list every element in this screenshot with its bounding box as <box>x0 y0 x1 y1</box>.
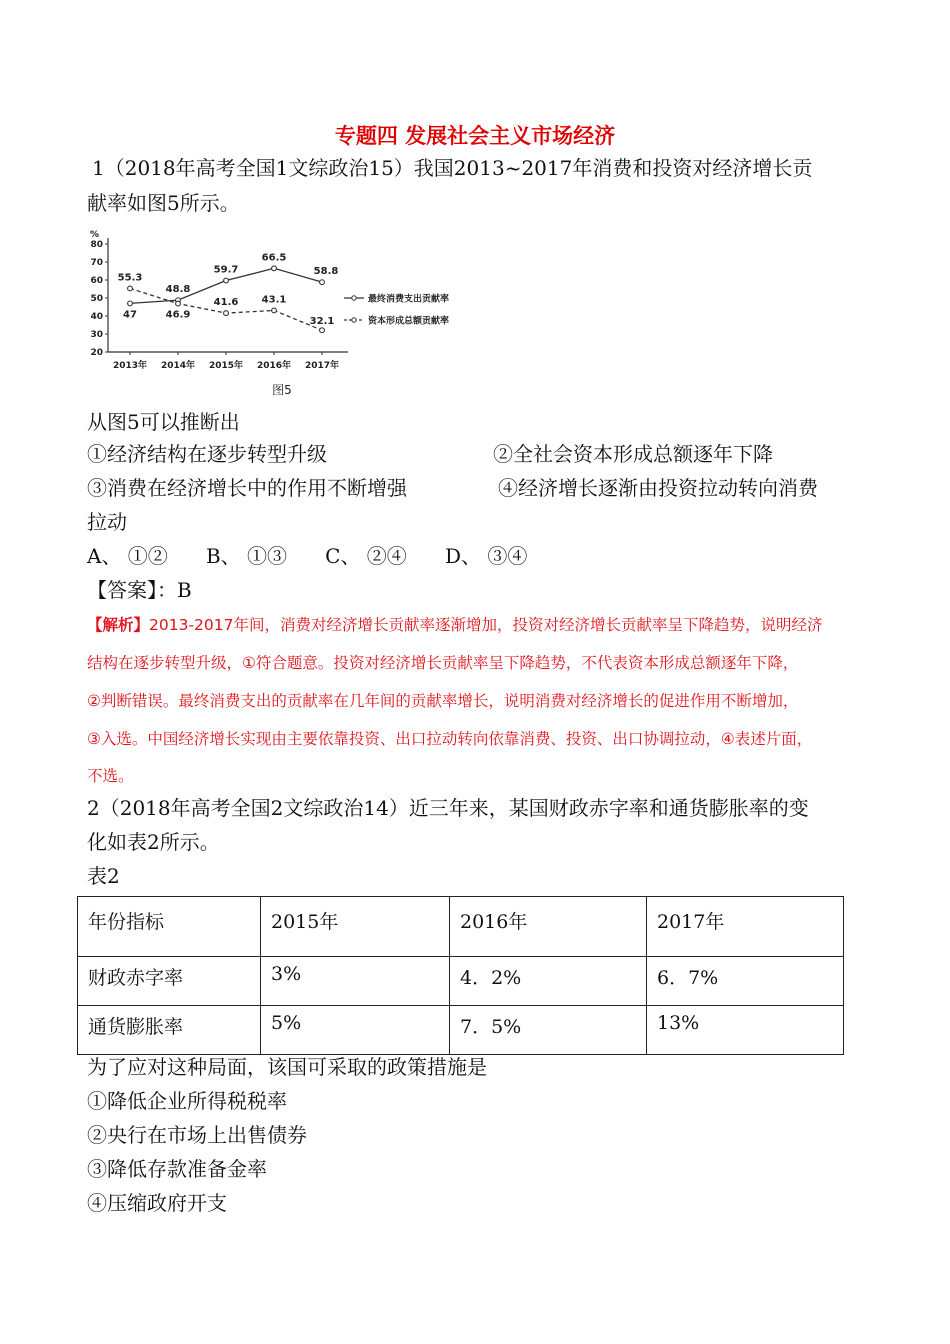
x-tick-label: 2013年 <box>112 361 148 371</box>
legend-label: 资本形成总额贡献率 <box>368 316 450 327</box>
y-tick-label: 30 <box>90 330 103 340</box>
q1-analysis-line5: 不选。 <box>87 767 134 785</box>
table-cell: 4．2% <box>450 957 647 1006</box>
q2-option-1: ①降低企业所得税税率 <box>87 1089 287 1113</box>
q2-stem-line2: 化如表2所示。 <box>87 830 220 854</box>
table-header-cell: 年份指标 <box>78 897 261 957</box>
table-header-row <box>78 897 844 957</box>
chart-caption: 图5 <box>272 383 292 397</box>
data-point <box>128 301 133 306</box>
y-tick-label: 50 <box>90 294 103 304</box>
legend-label: 最终消费支出贡献率 <box>368 294 450 305</box>
y-tick-label: 60 <box>90 276 103 286</box>
data-label: 43.1 <box>261 294 287 306</box>
data-label: 58.8 <box>313 266 339 278</box>
table-cell: 6．7% <box>647 957 844 1006</box>
analysis-text-1: 2013-2017年间，消费对经济增长贡献率逐渐增加，投资对经济增长贡献率呈下降趋势，说明经济 <box>149 616 823 634</box>
data-label: 66.5 <box>261 252 287 264</box>
table-header-cell: 2017年 <box>647 897 844 957</box>
legend-marker <box>352 296 356 300</box>
q1-option-1: ①经济结构在逐步转型升级 <box>87 442 327 466</box>
data-point <box>224 311 229 316</box>
series-line <box>130 288 322 330</box>
q1-stem-line2: 献率如图5所示。 <box>87 191 240 215</box>
data-point <box>128 286 133 291</box>
q1-prompt: 从图5可以推断出 <box>87 410 240 434</box>
q2-table-label: 表2 <box>87 864 120 888</box>
page-title: 专题四 发展社会主义市场经济 <box>334 123 616 148</box>
q1-chart <box>80 228 480 400</box>
table-row <box>78 957 844 1006</box>
q2-stem-line1: 2（2018年高考全国2文综政治14）近三年来，某国财政赤字率和通货膨胀率的变 <box>87 796 809 820</box>
data-label: 48.8 <box>165 284 191 296</box>
table-header-cell: 2015年 <box>261 897 450 957</box>
q2-option-2: ②央行在市场上出售债券 <box>87 1123 307 1147</box>
data-label: 32.1 <box>309 316 335 328</box>
y-tick-label: 80 <box>90 240 103 250</box>
q2-option-3: ③降低存款准备金率 <box>87 1157 267 1181</box>
table-row <box>78 1006 844 1055</box>
data-point <box>272 266 277 271</box>
data-label: 46.9 <box>165 309 191 321</box>
table-cell: 通货膨胀率 <box>78 1006 261 1055</box>
data-point <box>272 308 277 313</box>
table-cell: 财政赤字率 <box>78 957 261 1006</box>
table-header-cell: 2016年 <box>450 897 647 957</box>
table-cell: 3% <box>261 957 450 1006</box>
data-point <box>320 328 325 333</box>
y-tick-label: 70 <box>90 258 103 268</box>
x-tick-label: 2015年 <box>208 361 244 371</box>
analysis-tag: 【解析】 <box>87 616 150 634</box>
q1-option-4-cont: 拉动 <box>87 510 127 534</box>
line-chart <box>80 228 480 400</box>
data-label: 47 <box>123 309 137 321</box>
q1-option-3: ③消费在经济增长中的作用不断增强 <box>87 476 407 500</box>
q1-option-4: ④经济增长逐渐由投资拉动转向消费 <box>498 476 818 500</box>
q2-option-4: ④压缩政府开支 <box>87 1191 227 1215</box>
q1-analysis-line3: ②判断错误。最终消费支出的贡献率在几年间的贡献率增长，说明消费对经济增长的促进作用不断增加， <box>87 692 799 710</box>
data-label: 55.3 <box>117 272 143 284</box>
data-label: 59.7 <box>213 264 239 276</box>
y-unit-label: % <box>90 230 100 240</box>
table-cell: 7．5% <box>450 1006 647 1055</box>
q2-prompt: 为了应对这种局面，该国可采取的政策措施是 <box>87 1055 487 1079</box>
q1-analysis-line2: 结构在逐步转型升级，①符合题意。投资对经济增长贡献率呈下降趋势，不代表资本形成总额逐年下降， <box>87 654 799 672</box>
table-cell: 5% <box>261 1006 450 1055</box>
y-tick-label: 20 <box>90 348 103 358</box>
legend-marker <box>352 318 356 322</box>
q1-analysis-line1 <box>87 613 823 635</box>
data-point <box>224 278 229 283</box>
q1-choices: A、 ①② B、 ①③ C、 ②④ D、 ③④ <box>87 544 528 568</box>
q1-analysis-line4: ③入选。中国经济增长实现由主要依靠投资、出口拉动转向依靠消费、投资、出口协调拉动，④表述片面， <box>87 730 813 748</box>
x-tick-label: 2014年 <box>160 361 196 371</box>
x-tick-label: 2016年 <box>256 361 292 371</box>
data-point <box>176 301 181 306</box>
data-point <box>320 280 325 285</box>
y-tick-label: 40 <box>90 312 103 322</box>
x-tick-label: 2017年 <box>304 361 340 371</box>
q1-answer: 【答案】：B <box>87 578 192 602</box>
q2-table <box>77 896 844 1055</box>
data-label: 41.6 <box>213 297 239 309</box>
q1-stem-line1: 1（2018年高考全国1文综政治15）我国2013~2017年消费和投资对经济增长贡 <box>92 156 813 180</box>
table-cell: 13% <box>647 1006 844 1055</box>
q1-option-2: ②全社会资本形成总额逐年下降 <box>493 442 773 466</box>
